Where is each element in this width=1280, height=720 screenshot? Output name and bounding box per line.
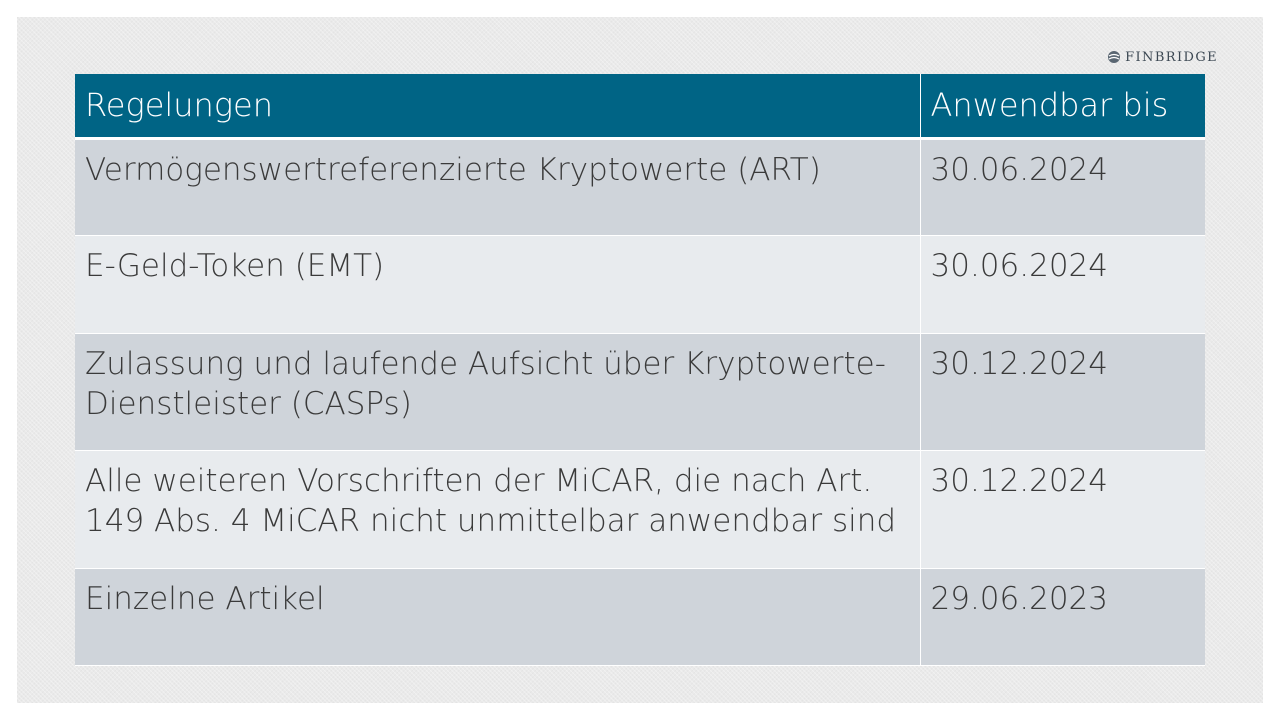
cell-regelung: E-Geld-Token (EMT) (75, 235, 920, 333)
table-row (75, 235, 1205, 333)
header-anwendbar-bis: Anwendbar bis (920, 74, 1205, 138)
table-row (75, 568, 1205, 665)
cell-datum: 30.06.2024 (920, 235, 1205, 333)
cell-regelung: Vermögenswertreferenzierte Kryptowerte (ART) (75, 138, 920, 235)
logo-text: FINBRIDGE (1125, 49, 1218, 65)
cell-datum: 30.06.2024 (920, 138, 1205, 235)
cell-regelung: Alle weiteren Vorschriften der MiCAR, die nach Art. 149 Abs. 4 MiCAR nicht unmittelbar anwendbar sind (75, 450, 920, 568)
cell-regelung: Zulassung und laufende Aufsicht über Kryptowerte-Dienstleister (CASPs) (75, 333, 920, 450)
table-header-row (75, 74, 1205, 138)
finbridge-logo (1107, 50, 1218, 64)
table-row (75, 138, 1205, 235)
table-row (75, 450, 1205, 568)
cell-datum: 30.12.2024 (920, 450, 1205, 568)
table-row (75, 333, 1205, 450)
cell-datum: 30.12.2024 (920, 333, 1205, 450)
regulations-table (75, 74, 1205, 666)
header-regelungen: Regelungen (75, 74, 920, 138)
cell-datum: 29.06.2023 (920, 568, 1205, 665)
finbridge-globe-icon (1107, 50, 1121, 64)
cell-regelung: Einzelne Artikel (75, 568, 920, 665)
